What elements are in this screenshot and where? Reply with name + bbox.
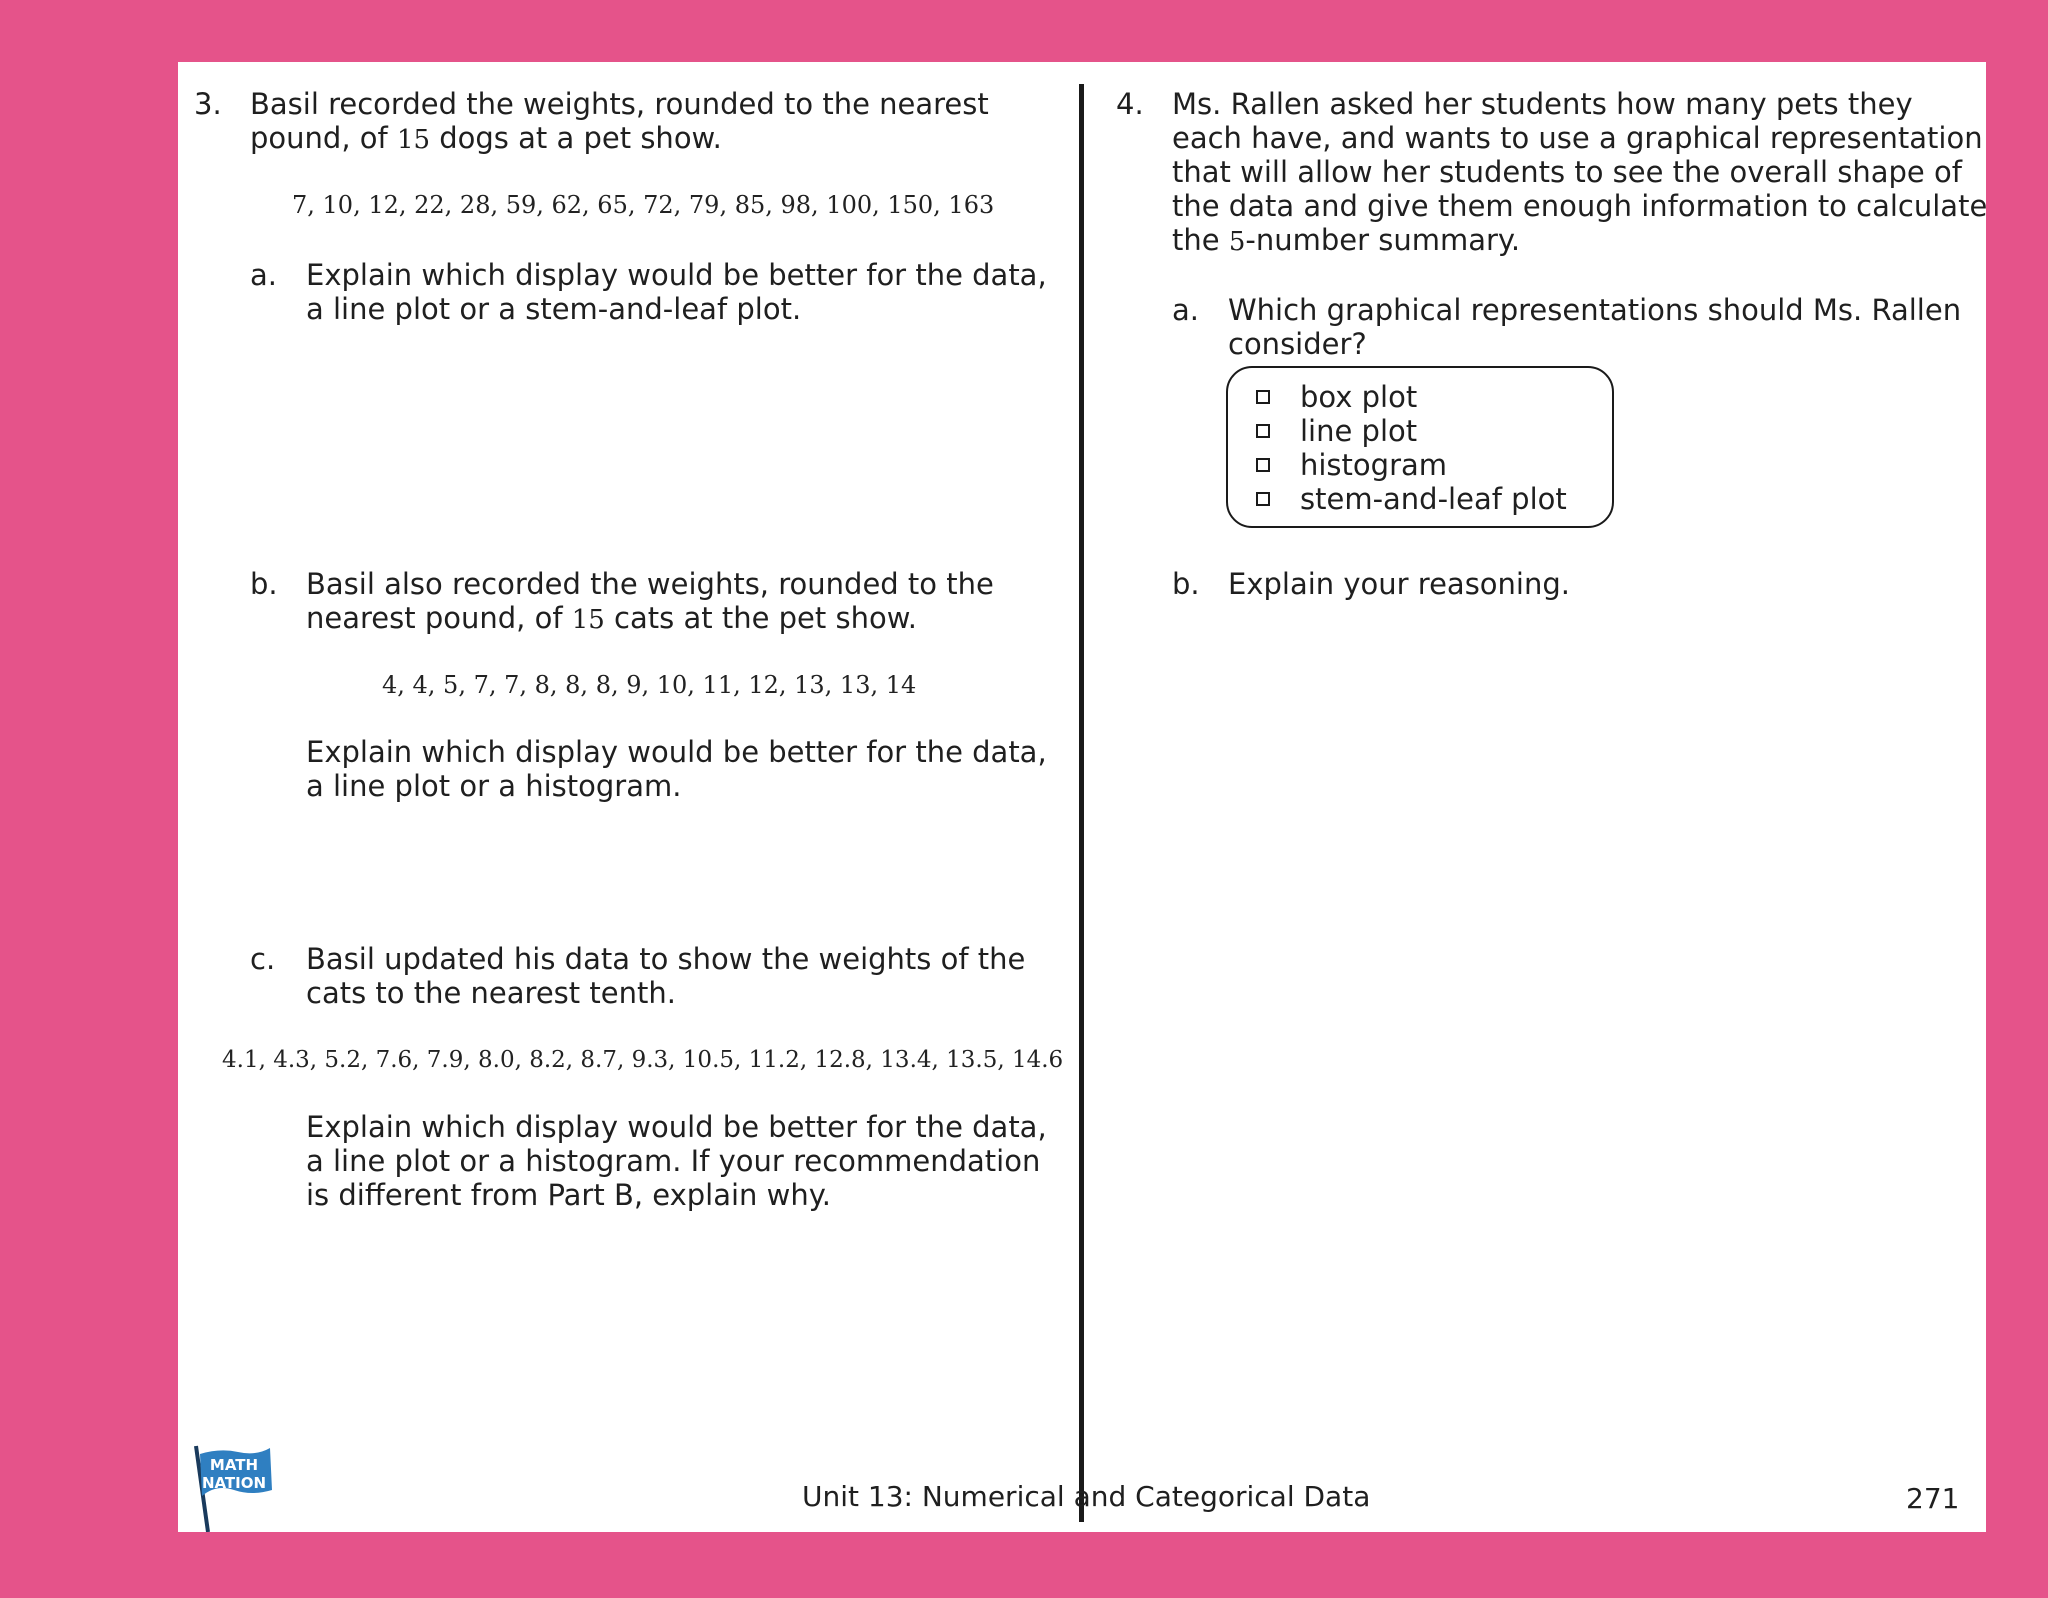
q3c-line1: Basil updated his data to show the weights of the: [306, 942, 1026, 976]
q3b-label: b.: [250, 567, 278, 601]
q4b-label: b.: [1172, 567, 1200, 601]
checkbox[interactable]: [1256, 458, 1270, 472]
unit-title: Unit 13: Numerical and Categorical Data: [802, 1480, 1371, 1513]
option-histogram[interactable]: [1256, 448, 1447, 482]
column-divider: [1079, 84, 1084, 1522]
math-nation-logo: [190, 1440, 272, 1532]
q3-number: 3.: [194, 87, 222, 121]
q3b-explain-line2: a line plot or a histogram.: [306, 769, 682, 803]
logo-text-math: MATH: [209, 1456, 259, 1474]
q4-stem-line2: each have, and wants to use a graphical representation: [1172, 121, 1983, 155]
checkbox[interactable]: [1256, 492, 1270, 506]
logo-text-nation: NATION: [201, 1474, 267, 1492]
option-label: line plot: [1300, 414, 1418, 448]
q3b-line1: Basil also recorded the weights, rounded to the: [306, 567, 994, 601]
q3a-label: a.: [250, 258, 277, 292]
q4-stem-line4: the data and give them enough information to calculate: [1172, 189, 1988, 223]
q4-stem-line5: the 5-number summary.: [1172, 223, 1521, 257]
cat-weights-tenth-data: 4.1, 4.3, 5.2, 7.6, 7.9, 8.0, 8.2, 8.7, 9.3, 10.5, 11.2, 12.8, 13.4, 13.5, 14.6: [222, 1047, 1064, 1073]
q3c-explain-line2: a line plot or a histogram. If your recommendation: [306, 1144, 1041, 1178]
options-box: [1226, 366, 1614, 528]
q3b-explain-line1: Explain which display would be better for the data,: [306, 735, 1047, 769]
q3-stem-line1: Basil recorded the weights, rounded to the nearest: [250, 87, 989, 121]
option-label: stem-and-leaf plot: [1300, 482, 1567, 516]
worksheet-page: [178, 62, 1986, 1532]
q3c-line2: cats to the nearest tenth.: [306, 976, 676, 1010]
checkbox[interactable]: [1256, 424, 1270, 438]
option-label: box plot: [1300, 380, 1418, 414]
q3c-explain-line1: Explain which display would be better for the data,: [306, 1110, 1047, 1144]
option-line-plot[interactable]: [1256, 414, 1417, 448]
dog-weights-data: 7, 10, 12, 22, 28, 59, 62, 65, 72, 79, 85, 98, 100, 150, 163: [292, 191, 995, 219]
q3a-line1: Explain which display would be better for the data,: [306, 258, 1047, 292]
q4-number: 4.: [1116, 87, 1144, 121]
checkbox[interactable]: [1256, 390, 1270, 404]
option-box-plot[interactable]: [1256, 380, 1417, 414]
q4a-label: a.: [1172, 293, 1199, 327]
q4-stem-line1: Ms. Rallen asked her students how many pets they: [1172, 87, 1913, 121]
q3c-label: c.: [250, 942, 276, 976]
q3a-line2: a line plot or a stem-and-leaf plot.: [306, 292, 802, 326]
q4a-line1: Which graphical representations should Ms. Rallen: [1228, 293, 1962, 327]
option-label: histogram: [1300, 448, 1448, 482]
page-number: 271: [1906, 1482, 1960, 1515]
cat-weights-data: 4, 4, 5, 7, 7, 8, 8, 8, 9, 10, 11, 12, 13, 13, 14: [382, 671, 917, 699]
q3c-explain-line3: is different from Part B, explain why.: [306, 1178, 832, 1212]
q4a-line2: consider?: [1228, 327, 1367, 361]
q3b-line2: nearest pound, of 15 cats at the pet show.: [306, 601, 917, 635]
q3-stem-line2: pound, of 15 dogs at a pet show.: [250, 121, 722, 155]
option-stem-and-leaf-plot[interactable]: [1256, 482, 1567, 516]
q4b-text: Explain your reasoning.: [1228, 567, 1570, 601]
q4-stem-line3: that will allow her students to see the overall shape of: [1172, 155, 1962, 189]
